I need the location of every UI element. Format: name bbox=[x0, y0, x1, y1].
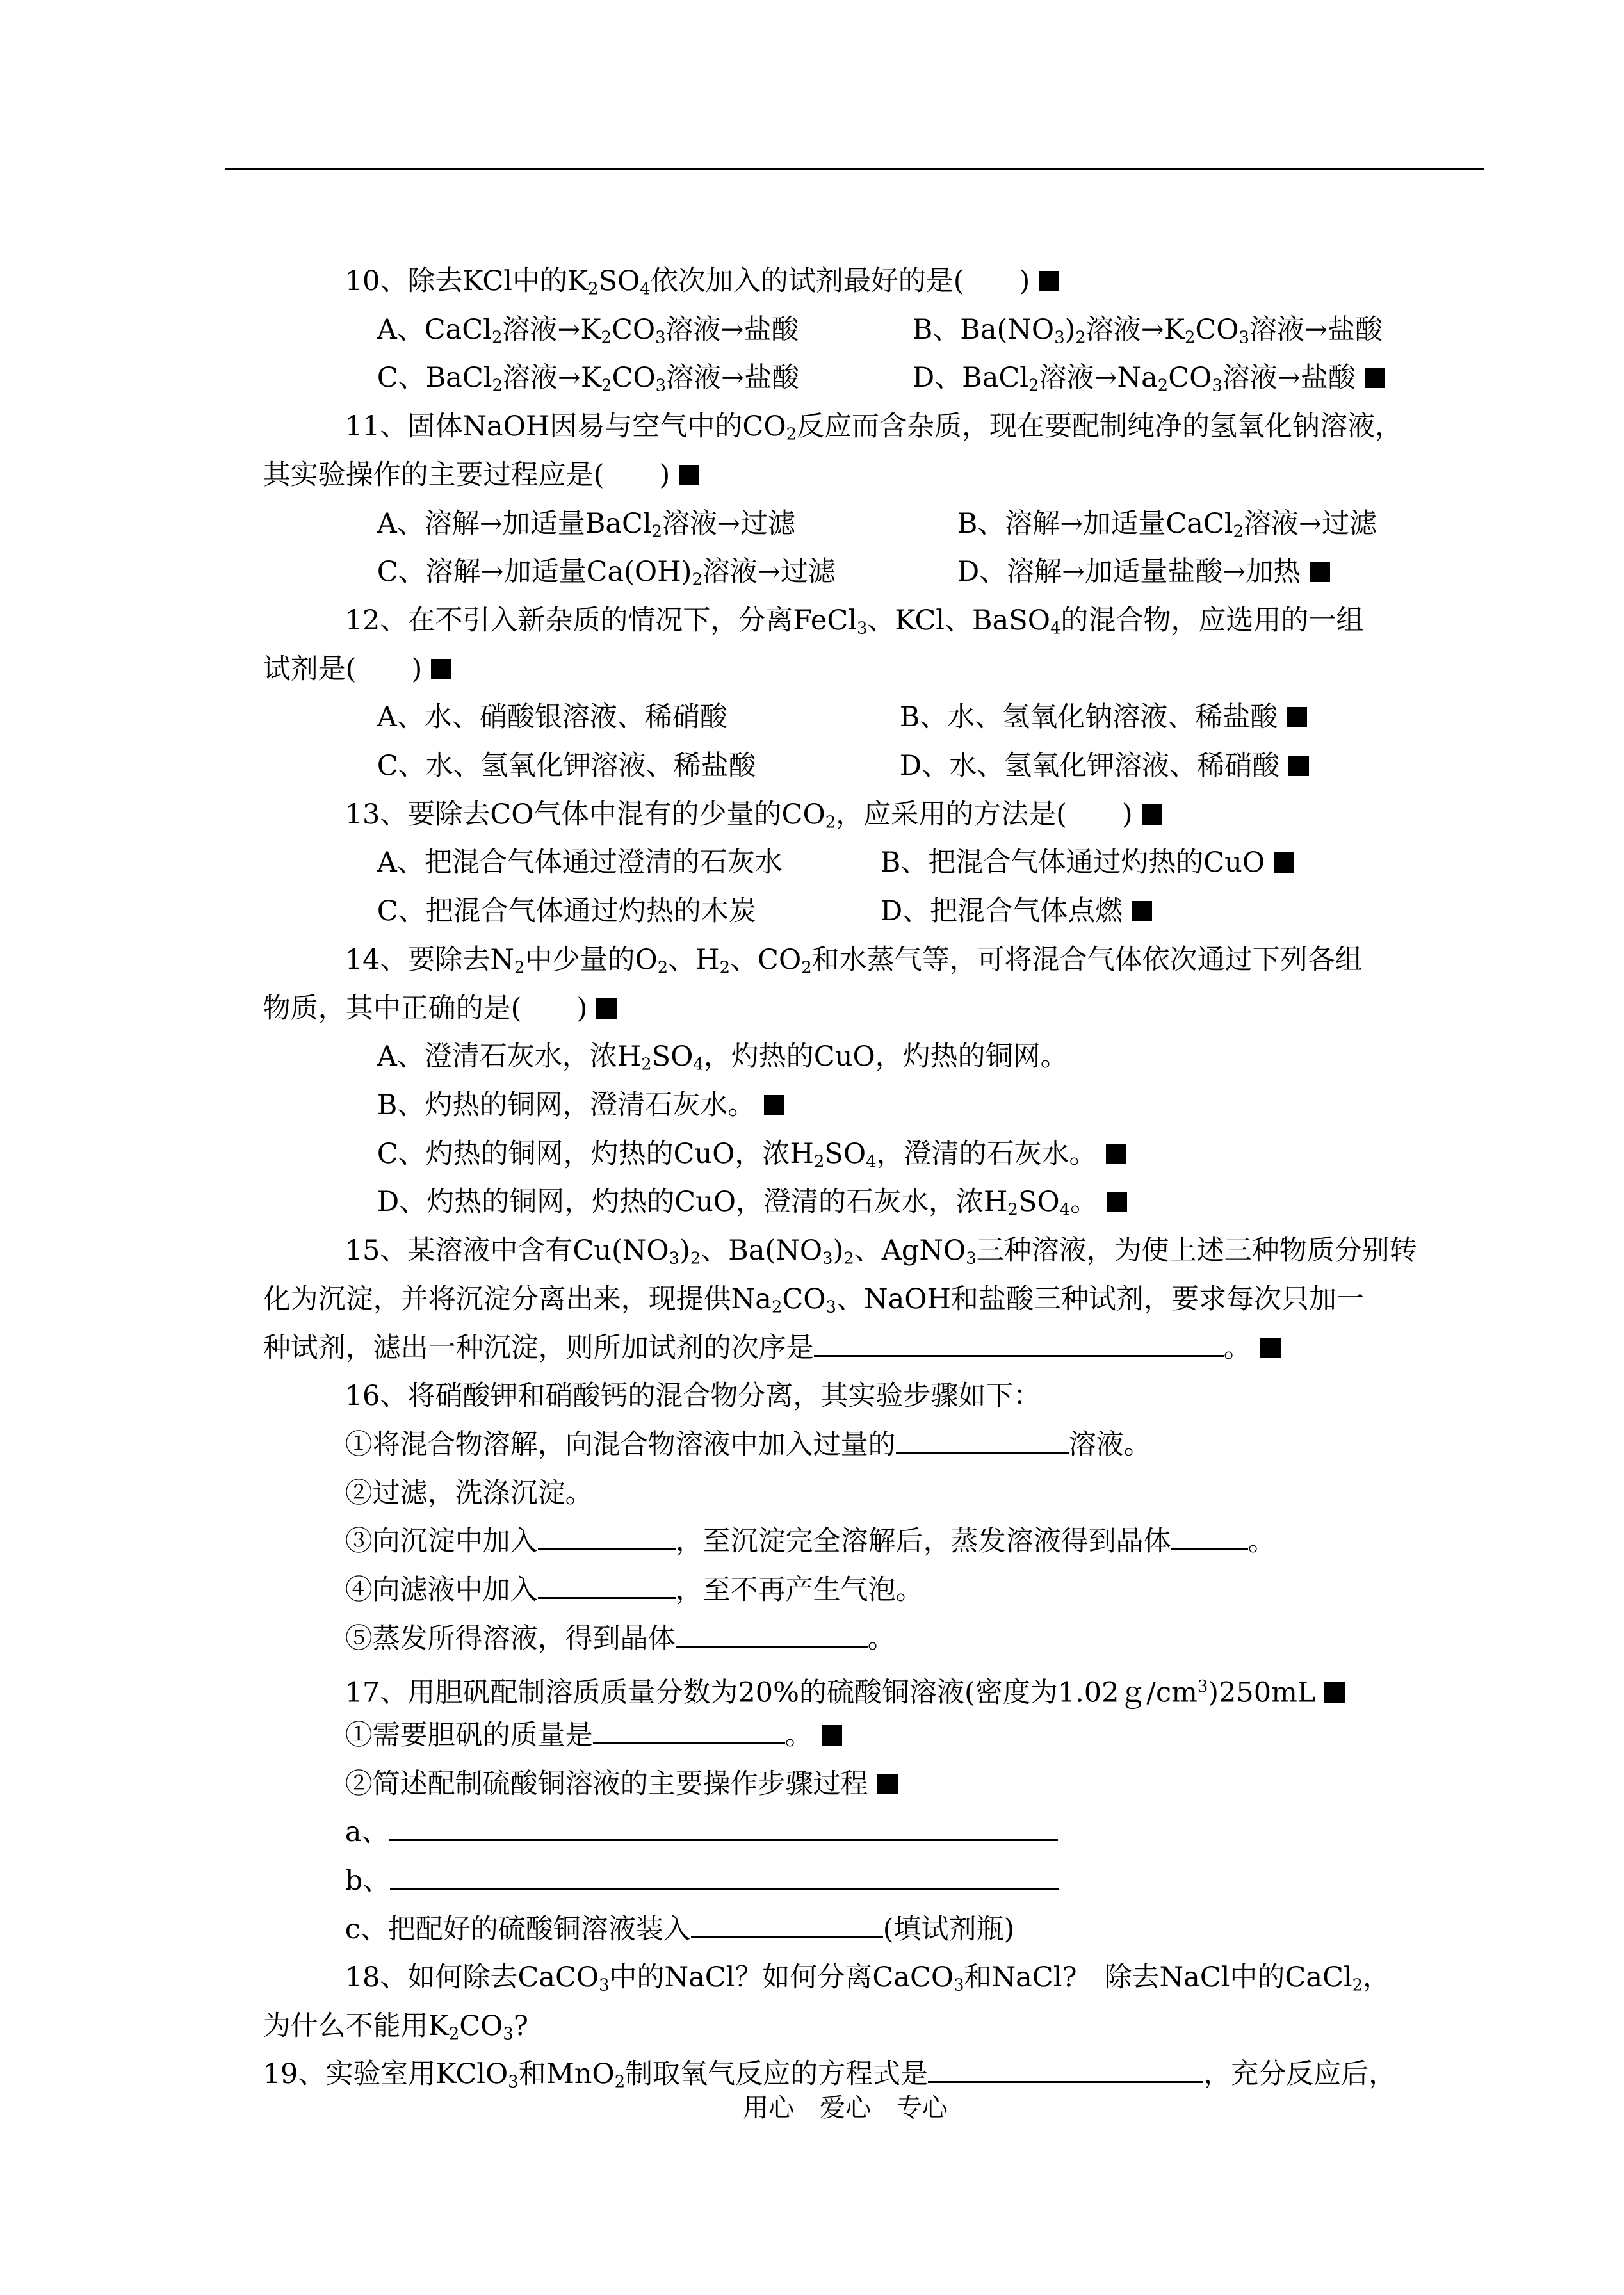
subscript: 2 bbox=[1157, 376, 1169, 396]
text: C、BaCl bbox=[377, 362, 492, 394]
text: 溶液→Na bbox=[1039, 362, 1158, 394]
subscript: 2 bbox=[448, 2024, 460, 2044]
text: 。 bbox=[1223, 1332, 1251, 1364]
text: 溶液→盐酸 bbox=[1249, 314, 1383, 346]
subscript: 2 bbox=[588, 279, 599, 299]
text: D、灼热的铜网，灼热的CuO，澄清的石灰水，浓H bbox=[377, 1186, 1008, 1218]
text: 12、在不引入新杂质的情况下，分离FeCl bbox=[345, 604, 857, 637]
square-marker bbox=[1260, 1338, 1281, 1358]
text: CO bbox=[1195, 314, 1239, 346]
subscript: 3 bbox=[1212, 376, 1222, 396]
text: 。 bbox=[1247, 1525, 1276, 1557]
text: 溶液→K bbox=[502, 314, 601, 346]
subscript: 4 bbox=[1050, 619, 1061, 638]
page-footer: 用心 爱心 专心 bbox=[743, 2093, 948, 2123]
text: ) bbox=[832, 1235, 844, 1267]
text: A、溶解→加适量BaCl bbox=[377, 508, 652, 540]
subscript: 4 bbox=[693, 1055, 704, 1075]
text: C、灼热的铜网，灼热的CuO，浓H bbox=[377, 1138, 814, 1170]
text: 18、如何除去CaCO bbox=[345, 1961, 599, 1993]
text: B、水、氢氧化钠溶液、稀盐酸 bbox=[899, 701, 1278, 733]
question-12-stem-line1 bbox=[310, 572, 1363, 676]
text: 为什么不能用K bbox=[263, 2010, 449, 2042]
text: 、KCl、BaSO bbox=[867, 604, 1050, 637]
text: 溶液。 bbox=[1068, 1429, 1151, 1461]
text: 反应而含杂质，现在要配制纯净的氢氧化钠溶液， bbox=[797, 410, 1402, 442]
subscript: 3 bbox=[857, 619, 868, 638]
text: A、澄清石灰水，浓H bbox=[377, 1041, 642, 1073]
subscript: 2 bbox=[843, 1249, 854, 1269]
text: ④向滤液中加入 bbox=[345, 1574, 538, 1606]
subscript: 4 bbox=[866, 1152, 877, 1172]
text: 的混合物，应选用的一组 bbox=[1060, 604, 1364, 637]
text: ⑤蒸发所得溶液，得到晶体 bbox=[345, 1623, 676, 1655]
text: CO bbox=[782, 1283, 826, 1315]
text: C、把混合气体通过灼热的木炭 bbox=[377, 895, 756, 927]
subscript: 2 bbox=[813, 1152, 825, 1172]
text: ) bbox=[679, 1235, 690, 1267]
header-rule bbox=[225, 168, 1484, 170]
answer-blank[interactable] bbox=[896, 1430, 1069, 1454]
text: SO bbox=[598, 265, 640, 297]
text: 。 bbox=[867, 1623, 895, 1655]
text: ，灼热的CuO，灼热的铜网。 bbox=[703, 1041, 1068, 1073]
subscript: 3 bbox=[655, 328, 666, 348]
subscript: 2 bbox=[601, 328, 612, 348]
text: ，充分反应后， bbox=[1203, 2058, 1397, 2090]
text: 10、除去KCl中的K bbox=[345, 265, 589, 297]
square-marker bbox=[1288, 756, 1309, 776]
text: CO bbox=[611, 314, 656, 346]
text: 制取氧气反应的方程式是 bbox=[625, 2058, 929, 2090]
text: 溶液→过滤 bbox=[1243, 508, 1377, 540]
subscript: 2 bbox=[692, 570, 702, 590]
subscript: 4 bbox=[1059, 1200, 1071, 1220]
text: 溶液→K bbox=[502, 362, 602, 394]
subscript: 2 bbox=[1352, 1975, 1363, 1995]
text: 溶液→盐酸 bbox=[665, 314, 799, 346]
text: C、溶解→加适量Ca(OH) bbox=[377, 556, 692, 588]
text: A、把混合气体通过澄清的石灰水 bbox=[377, 847, 783, 879]
subscript: 2 bbox=[1075, 328, 1086, 348]
subscript: 2 bbox=[641, 1055, 652, 1075]
text: b、 bbox=[345, 1865, 391, 1897]
text: 依次加入的试剂最好的是( ) bbox=[650, 265, 1030, 297]
text: 、H bbox=[668, 944, 720, 976]
text: ，澄清的石灰水。 bbox=[876, 1138, 1097, 1170]
text: 、Ba(NO bbox=[701, 1235, 823, 1267]
subscript: 2 bbox=[492, 376, 503, 396]
text: ①将混合物溶解，向混合物溶液中加入过量的 bbox=[345, 1429, 896, 1461]
text: B、把混合气体通过灼热的CuO bbox=[880, 847, 1265, 879]
subscript: 2 bbox=[1184, 328, 1196, 348]
text: 和MnO bbox=[518, 2058, 615, 2090]
text: 溶液→盐酸 bbox=[1222, 362, 1356, 394]
text: 和NaCl? 除去NaCl中的CaCl bbox=[964, 1961, 1352, 1993]
text: D、把混合气体点燃 bbox=[880, 895, 1123, 927]
text: 溶液→过滤 bbox=[662, 508, 796, 540]
text: D、BaCl bbox=[912, 362, 1029, 394]
text: )250mL bbox=[1208, 1676, 1316, 1709]
subscript: 2 bbox=[719, 958, 731, 978]
subscript: 3 bbox=[1054, 328, 1065, 348]
subscript: 2 bbox=[1233, 522, 1244, 542]
text: a、 bbox=[345, 1816, 389, 1848]
text: 溶液→K bbox=[1085, 314, 1185, 346]
text: 、NaOH和盐酸三种试剂，要求每次只加一 bbox=[836, 1283, 1364, 1315]
text: CO bbox=[612, 362, 656, 394]
subscript: 3 bbox=[599, 1975, 610, 1995]
text: 三种溶液，为使上述三种物质分别转 bbox=[976, 1235, 1417, 1267]
text: 。 bbox=[1070, 1186, 1098, 1218]
text: 19、实验室用KClO bbox=[263, 2058, 508, 2090]
text: A、CaCl bbox=[377, 314, 492, 346]
text: c、把配好的硫酸铜溶液装入 bbox=[345, 1913, 691, 1945]
text: 试剂是( ) bbox=[263, 653, 423, 685]
text: 14、要除去N bbox=[345, 944, 515, 976]
subscript: 2 bbox=[1007, 1200, 1018, 1220]
text: ，应采用的方法是( ) bbox=[836, 799, 1133, 831]
subscript: 3 bbox=[508, 2072, 519, 2092]
text: ②简述配制硫酸铜溶液的主要操作步骤过程 bbox=[345, 1768, 868, 1800]
text: 溶液→过滤 bbox=[702, 556, 836, 588]
subscript: 2 bbox=[651, 522, 663, 542]
text: B、灼热的铜网，澄清石灰水。 bbox=[377, 1089, 756, 1121]
subscript: 2 bbox=[657, 958, 669, 978]
text: C、水、氢氧化钾溶液、稀盐酸 bbox=[377, 750, 756, 782]
subscript: 2 bbox=[514, 958, 525, 978]
subscript: 4 bbox=[640, 279, 651, 299]
text: ) bbox=[1064, 314, 1076, 346]
text: ，至不再产生气泡。 bbox=[675, 1574, 923, 1606]
text: CO bbox=[1168, 362, 1212, 394]
text: SO bbox=[1018, 1186, 1060, 1218]
text: 13、要除去CO气体中混有的少量的CO bbox=[345, 799, 825, 831]
square-marker bbox=[1274, 852, 1294, 873]
superscript: 3 bbox=[1197, 1677, 1208, 1696]
subscript: 3 bbox=[503, 2024, 514, 2044]
subscript: 3 bbox=[825, 1297, 836, 1317]
text: SO bbox=[824, 1138, 866, 1170]
text: 和水蒸气等，可将混合气体依次通过下列各组 bbox=[811, 944, 1363, 976]
subscript: 2 bbox=[690, 1249, 701, 1269]
subscript: 2 bbox=[825, 813, 836, 832]
text: 其实验操作的主要过程应是( ) bbox=[263, 459, 670, 491]
text: ②过滤，洗涤沉淀。 bbox=[345, 1477, 593, 1509]
subscript: 2 bbox=[771, 1297, 783, 1317]
text: 17、用胆矾配制溶质质量分数为20%的硫酸铜溶液(密度为1.02ｇ/cm bbox=[345, 1676, 1198, 1709]
text: B、Ba(NO bbox=[912, 314, 1055, 346]
text: CO bbox=[459, 2010, 503, 2042]
subscript: 3 bbox=[954, 1975, 964, 1995]
text: D、溶解→加适量盐酸→加热 bbox=[957, 556, 1301, 588]
answer-blank[interactable] bbox=[928, 2059, 1203, 2083]
text: 中少量的O bbox=[524, 944, 658, 976]
text: ①需要胆矾的质量是 bbox=[345, 1719, 593, 1751]
text: 。 bbox=[784, 1719, 813, 1751]
text: SO bbox=[651, 1041, 694, 1073]
square-marker bbox=[1324, 1682, 1345, 1703]
subscript: 2 bbox=[1028, 376, 1039, 396]
subscript: 3 bbox=[966, 1249, 977, 1269]
subscript: 3 bbox=[655, 376, 667, 396]
text: ? bbox=[513, 2010, 528, 2042]
text: 溶液→盐酸 bbox=[666, 362, 800, 394]
text: 化为沉淀，并将沉淀分离出来，现提供Na bbox=[263, 1283, 772, 1315]
subscript: 3 bbox=[822, 1249, 833, 1269]
text: (填试剂瓶) bbox=[882, 1913, 1015, 1945]
text: 16、将硝酸钾和硝酸钙的混合物分离，其实验步骤如下： bbox=[345, 1380, 1041, 1412]
text: D、水、氢氧化钾溶液、稀硝酸 bbox=[899, 750, 1280, 782]
text: A、水、硝酸银溶液、稀硝酸 bbox=[377, 701, 727, 733]
text: 中的NaCl？如何分离CaCO bbox=[609, 1961, 954, 1993]
text: B、溶解→加适量CaCl bbox=[957, 508, 1233, 540]
answer-blank[interactable] bbox=[1171, 1527, 1248, 1550]
subscript: 2 bbox=[491, 328, 503, 348]
text: 、CO bbox=[730, 944, 802, 976]
subscript: 3 bbox=[669, 1249, 680, 1269]
subscript: 2 bbox=[601, 376, 612, 396]
text: ③向沉淀中加入 bbox=[345, 1525, 538, 1557]
text: 15、某溶液中含有Cu(NO bbox=[345, 1235, 669, 1267]
text: 物质，其中正确的是( ) bbox=[263, 993, 588, 1025]
subscript: 2 bbox=[614, 2072, 626, 2092]
text: 11、固体NaOH因易与空气中的CO bbox=[345, 410, 786, 442]
text: ， bbox=[1363, 1961, 1391, 1993]
text: 、AgNO bbox=[854, 1235, 966, 1267]
subscript: 2 bbox=[786, 425, 797, 444]
text: ，至沉淀完全溶解后，蒸发溶液得到晶体 bbox=[675, 1525, 1171, 1557]
subscript: 2 bbox=[801, 958, 812, 978]
subscript: 3 bbox=[1238, 328, 1249, 348]
text: 种试剂，滤出一种沉淀，则所加试剂的次序是 bbox=[263, 1332, 814, 1364]
